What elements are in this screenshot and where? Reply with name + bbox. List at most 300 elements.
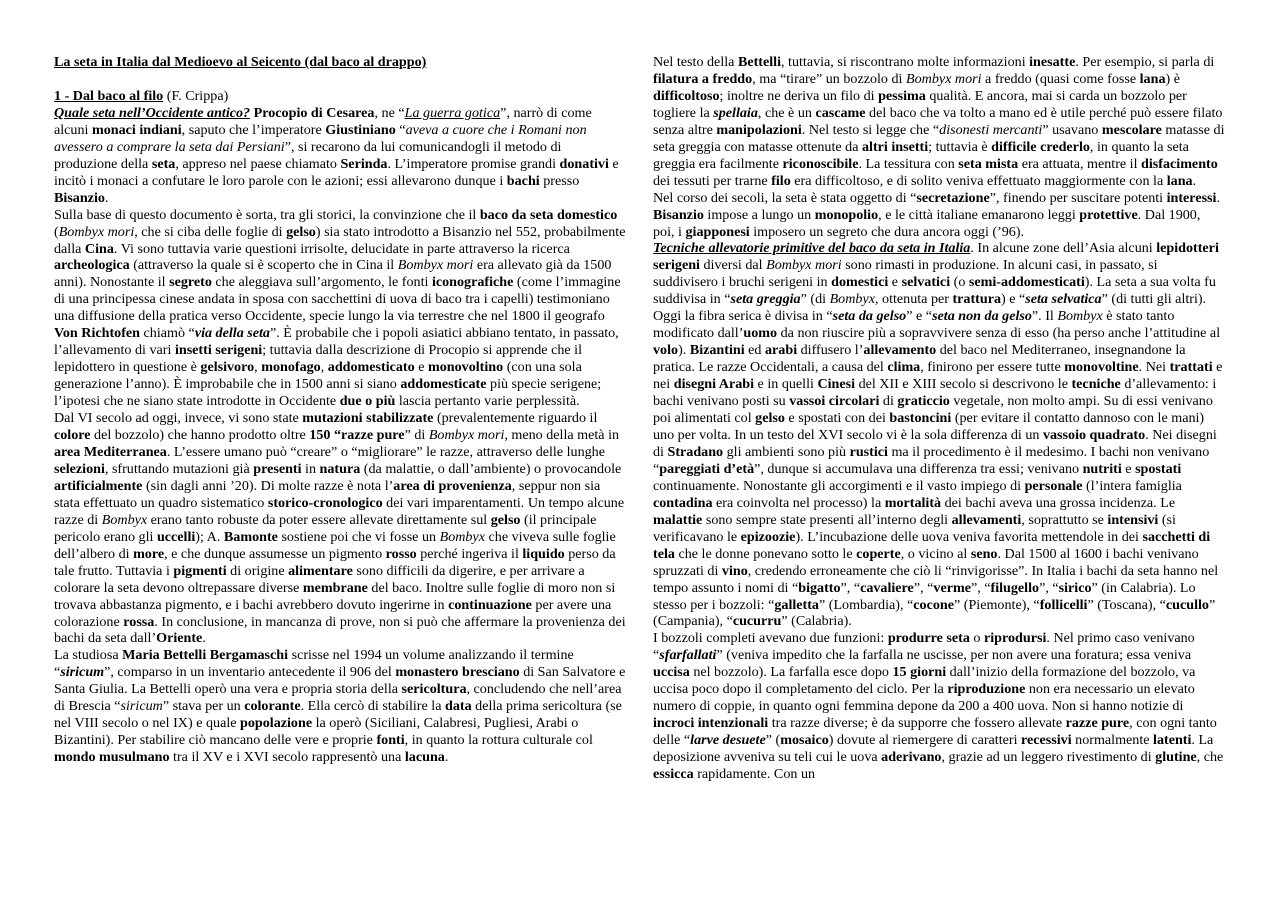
text-run: addomesticate	[400, 376, 487, 393]
text-run: , saputo che l’imperatore	[181, 121, 326, 138]
text-run: graticcio	[897, 393, 950, 410]
text-run: e	[888, 274, 902, 291]
text-run: storico-cronologico	[267, 494, 383, 511]
text-run: altri insetti	[861, 138, 929, 155]
text-run: monofago	[261, 359, 321, 376]
text-run: .	[1216, 189, 1220, 206]
text-run: non era necessario un elevato numero di coppie, in quanto ogni femmina depone da 200 a 400 uova. Non si hanno notizie di	[653, 681, 1195, 715]
text-run: popolazione	[240, 715, 313, 732]
text-run: per avere una colorazione	[54, 596, 612, 630]
text-run: era coinvolta nel processo) la	[712, 494, 885, 511]
text-run: filatura a freddo	[653, 70, 753, 87]
text-run: . La deposizione avveniva su teli cui le uova	[653, 732, 1214, 766]
text-run: , in quanto la seta greggia era facilmente	[653, 138, 1189, 172]
text-run: seta greggia	[730, 291, 801, 308]
text-run: . L’essere umano può “creare” o “migliorare” le razze, attraverso delle lunghe	[166, 443, 605, 460]
text-run: Bombyx	[829, 291, 875, 308]
text-run: natura	[319, 460, 361, 477]
text-run: tra il XV e i XVI secolo rappresentò una	[169, 749, 405, 766]
text-run: , sfruttando mutazioni già	[104, 460, 254, 477]
text-run: mortalità	[884, 494, 942, 511]
text-run: ).	[678, 342, 690, 359]
text-run: ”, “	[970, 579, 991, 596]
text-run: secretazione	[916, 189, 990, 206]
text-run: qualità. E ancora, mai si carda un bozzolo per togliere la	[653, 87, 1187, 121]
text-run: sono difficili da digerire, e per arrivare a colorare la seta devono oltrepassare diverse	[54, 562, 585, 596]
text-run: sostiene poi che vi fosse un	[277, 528, 440, 545]
text-run: (l’intera famiglia	[1082, 477, 1182, 494]
text-run: Bombyx mori	[428, 427, 505, 444]
text-run: del baco nel Mediterraneo, insegnandone la pratica. Le razze Occidentali, a causa del	[653, 342, 1186, 376]
text-run: ) e “	[1001, 291, 1026, 308]
text-run: da non riuscire più a sopravvivere senza di esso (ha perso anche l’attitudine al	[777, 325, 1221, 342]
text-run: mutazioni stabilizzate	[302, 410, 434, 427]
text-run: Oriente	[156, 630, 203, 647]
text-run: interessi	[1166, 189, 1217, 206]
text-run: recessivi	[1021, 732, 1072, 749]
text-run: sono rimasti in produzione. In alcuni casi, in passato, si suddivisero i bruchi serigeni in	[653, 257, 1158, 291]
text-run: Bombyx	[1057, 308, 1103, 325]
text-run: artificialmente	[54, 477, 143, 494]
text-run: colorante	[244, 698, 301, 715]
text-run: uccisa	[653, 664, 690, 681]
text-run: 15 giorni	[892, 664, 947, 681]
paragraph	[54, 207, 626, 410]
text-run: , ne “	[374, 104, 405, 121]
text-run: seta	[151, 155, 176, 172]
text-run: lascia pertanto varie perplessità.	[395, 393, 580, 410]
text-run: continuamente. Nonostante gli accorgimenti e il vasto impiego di	[653, 477, 1025, 494]
text-run: Bettelli	[737, 54, 781, 70]
text-run: e	[1121, 460, 1136, 477]
text-run: .	[444, 749, 449, 766]
text-run: ”, “	[840, 579, 861, 596]
text-run: selezioni	[54, 460, 105, 477]
text-run: e in quelli	[754, 376, 818, 393]
text-run: di	[879, 393, 898, 410]
text-run: ”, finendo per suscitare potenti	[989, 189, 1167, 206]
text-run: protettive	[1079, 206, 1138, 223]
text-run: nutriti	[1082, 460, 1122, 477]
text-run: galletta	[774, 596, 819, 613]
text-run: . La tessitura con	[858, 155, 959, 172]
text-run: vino	[721, 562, 748, 579]
text-run: , e le città italiane emanarono leggi	[878, 206, 1080, 223]
text-run: ) è	[1165, 70, 1180, 87]
text-run: ” (Calabria).	[781, 613, 852, 630]
text-run: cucullo	[1165, 596, 1209, 613]
text-run: chiamò “	[140, 325, 195, 342]
text-run: scrisse nel 1994 un volume analizzando il termine “	[54, 647, 574, 681]
text-run: , appreso nel paese chiamato	[175, 155, 341, 172]
text-run: monovoltino	[427, 359, 504, 376]
text-run: Giustiniano	[325, 121, 396, 138]
text-run: ”, dunque si accumulava una differenza tra essi; venivano	[754, 460, 1083, 477]
text-run: .	[202, 630, 206, 647]
text-run: , con ogni tanto delle “	[653, 715, 1217, 749]
text-run: donativi	[559, 155, 609, 172]
text-run: dei bachi aveva una grossa incidenza. Le	[941, 494, 1176, 511]
text-run: ) sia stato introdotto a Bisanzio nel 552, probabilmente dalla	[54, 223, 626, 257]
text-run: Bizantini	[689, 342, 745, 359]
text-run: del bozzolo) che hanno prodotto oltre	[90, 427, 310, 444]
text-run: ” di	[404, 427, 429, 444]
text-run: (sin dagli anni ’20). Di molte razze è nota l’	[142, 477, 394, 494]
text-run: Bombyx mori	[58, 223, 135, 240]
text-run: uccelli	[156, 528, 196, 545]
text-run: mondo musulmano	[54, 749, 170, 766]
text-run: sono sempre state presenti all’interno degli	[702, 511, 952, 528]
text-run: lana	[1166, 172, 1193, 189]
text-run: , che si ciba delle foglie di	[134, 223, 287, 240]
text-run: era allevato già da 1500 anni). Nonostante il	[54, 257, 612, 291]
text-run: pigmenti	[173, 562, 227, 579]
text-run: seta da gelso	[832, 308, 907, 325]
text-run: iconografiche	[431, 274, 514, 291]
text-run: . Dal 1500 al 1600 i bachi venivano spruzzati di	[653, 545, 1199, 579]
text-run: Maria Bettelli Bergamaschi	[122, 647, 289, 664]
text-run: sirico	[1058, 579, 1092, 596]
text-run: ” (Lombardia), “	[818, 596, 914, 613]
text-run: ” (veniva impedito che la farfalla ne uscisse, per non avere una foratura; essa veniva	[716, 647, 1192, 664]
text-run: Bisanzio	[653, 206, 704, 223]
text-run: archeologica	[54, 257, 130, 274]
text-run: bastoncini	[889, 410, 952, 427]
text-run: rosso	[385, 545, 417, 562]
text-run: trattati	[1169, 359, 1213, 376]
text-run: , ottenuta per	[874, 291, 953, 308]
text-run: lana	[1139, 70, 1166, 87]
right-column-body	[653, 54, 1225, 783]
text-run: , o vicino al	[900, 545, 971, 562]
text-run: sericoltura	[401, 681, 467, 698]
text-run: insetti serigeni	[174, 342, 263, 359]
section-author: (F. Crippa)	[166, 87, 229, 104]
text-run: trattura	[952, 291, 1001, 308]
text-run: addomesticato	[327, 359, 415, 376]
text-run: via della seta	[194, 325, 270, 342]
text-run: Bombyx	[101, 511, 148, 528]
text-run: difficoltoso	[653, 87, 720, 104]
text-run: e	[414, 359, 428, 376]
text-run: nel bozzolo). La farfalla esce dopo	[689, 664, 893, 681]
text-run: . Nel testo si legge che “	[801, 121, 940, 138]
text-run: ” (Piemonte), “	[953, 596, 1040, 613]
text-run: area Mediterranea	[54, 443, 167, 460]
text-run: ” (	[765, 732, 781, 749]
text-run: ” usavano	[1042, 121, 1102, 138]
text-run: clima	[887, 359, 921, 376]
paragraph	[54, 647, 626, 766]
text-run: ,	[320, 359, 328, 376]
paragraph	[54, 410, 626, 647]
text-run: e nei	[653, 359, 1223, 393]
text-run: “	[395, 121, 406, 138]
text-run: ). La seta a sua volta fu suddivisa in “	[653, 274, 1216, 308]
text-run: ”, comparso in un inventario antecedente il 906 del	[104, 664, 396, 681]
text-run: segreto	[169, 274, 212, 291]
text-run: produrre seta	[887, 630, 970, 647]
text-run: Cina	[84, 240, 114, 257]
text-run: Von Richtofen	[54, 325, 141, 342]
text-run: è stato tanto modificato dall’	[653, 308, 1175, 342]
text-run: , in quanto la rottura culturale col	[404, 732, 593, 749]
text-run: manipolazioni	[716, 121, 802, 138]
text-run: era attuata, mentre il	[1018, 155, 1142, 172]
text-run: incroci intenzionali	[653, 715, 769, 732]
text-run: latenti	[1153, 732, 1192, 749]
text-run: imposero un segreto che dura ancora oggi (’96).	[749, 223, 1025, 240]
text-run: tra razze diverse; è da supporre che fossero allevate	[768, 715, 1066, 732]
text-run: di origine	[226, 562, 289, 579]
text-run: spellaia	[713, 104, 758, 121]
text-run: difficile crederlo	[991, 138, 1090, 155]
text-run: disegni Arabi	[673, 376, 755, 393]
text-run: monovoltine	[1064, 359, 1139, 376]
text-run: alimentare	[288, 562, 353, 579]
text-run: ”. Il	[1031, 308, 1058, 325]
text-run: ; tuttavia è	[928, 138, 992, 155]
text-run: spostati	[1135, 460, 1182, 477]
text-run: Dal VI secolo ad oggi, invece, vi sono state	[54, 410, 303, 427]
text-run: seta mista	[958, 155, 1019, 172]
text-run: , grazie ad un leggero rivestimento di	[941, 749, 1156, 766]
text-run: monopolio	[814, 206, 879, 223]
text-run: erano tanto robuste da poter essere allevate direttamente sul	[147, 511, 491, 528]
section-heading	[54, 88, 626, 105]
paragraph	[653, 190, 1225, 241]
text-run: ”. È probabile che i popoli asiatici abbiano tentato, in passato, l’allevamento di vari	[54, 325, 619, 359]
text-run: del XII e XIII secolo si descrivono le	[855, 376, 1072, 393]
text-run: cascame	[815, 104, 866, 121]
text-run: filo	[771, 172, 791, 189]
text-run: normalmente	[1071, 732, 1154, 749]
text-run: . Dal 1900, poi, i	[653, 206, 1201, 240]
text-run: ed	[744, 342, 765, 359]
text-run: ); A.	[195, 528, 224, 545]
text-run: volo	[653, 342, 679, 359]
text-run: mosaico	[780, 732, 829, 749]
text-run: cucurru	[732, 613, 782, 630]
text-run: rossa	[123, 613, 155, 630]
text-run: rustici	[849, 443, 888, 460]
text-run: gli ambienti sono più	[723, 443, 850, 460]
text-run: era difficoltoso, e di solito veniva effettuato maggiormente con la	[790, 172, 1167, 189]
text-run: intensivi	[1107, 511, 1159, 528]
text-run: che aleggiava sull’argomento, le fonti	[211, 274, 432, 291]
text-run: aveva a cuore che i Romani non avessero a comprare la seta dai Persiani	[54, 121, 587, 155]
text-run: (da malattie, o dall’ambiente) o provocandole	[360, 460, 622, 477]
text-run: liquido	[522, 545, 565, 562]
text-run: , soprattutto se	[1021, 511, 1108, 528]
text-run: , che	[1196, 749, 1224, 766]
paragraph	[653, 240, 1225, 630]
paragraph	[653, 54, 1225, 190]
text-run: ”, narrò di come alcuni	[54, 104, 592, 138]
section-heading-label: 1 - Dal baco al filo	[54, 87, 164, 104]
text-run: ma il procedimento è il medesimo. I bachi non venivano “	[653, 443, 1210, 477]
text-run: presso	[539, 172, 580, 189]
text-run: seta non da gelso	[932, 308, 1032, 325]
text-run: , seppur non sia stata effettuato un quadro sistematico	[54, 477, 601, 511]
text-run: (prevalentemente riguardo il	[433, 410, 598, 427]
text-run: di San Salvatore e Santa Giulia. La Bettelli operò una vera e propria storia della	[54, 664, 626, 698]
text-run: ”, “	[1039, 579, 1059, 596]
text-run: glutine	[1155, 749, 1197, 766]
text-run: cavaliere	[860, 579, 914, 596]
text-run: more	[133, 545, 165, 562]
text-run: pareggiati d’età	[659, 460, 755, 477]
text-run: mescolare	[1101, 121, 1162, 138]
text-run: del baco che va tolto a mano ed è utile perché può essere filato senza altre	[653, 104, 1223, 138]
text-run: ” (di	[800, 291, 830, 308]
text-run: , credendo erroneamente che ciò li “rinvigorisse”. In Italia i bachi da seta hanno nel tempo assunto i nomi di “	[653, 562, 1219, 596]
text-run: (con una sola generazione l’anno). È improbabile che in 1500 anni si siano	[54, 359, 582, 393]
text-run: seno	[970, 545, 998, 562]
text-run: matasse di seta greggia con matasse ottenute da	[653, 121, 1225, 155]
text-run: allevamenti	[951, 511, 1022, 528]
text-run: diversi dal	[699, 257, 767, 274]
text-run: siricum	[60, 664, 105, 681]
text-run: La guerra gotica	[404, 104, 501, 121]
text-run: Bombyx mori	[905, 70, 982, 87]
text-run: Sulla base di questo documento è sorta, tra gli storici, la convinzione che il	[54, 206, 480, 223]
text-run: ”, si recarono da lui comunicandogli il metodo di produzione della	[54, 138, 562, 172]
text-run: ” (Toscana), “	[1087, 596, 1166, 613]
text-run: cocone	[913, 596, 954, 613]
text-run: perché ingeriva il	[416, 545, 523, 562]
document-title: La seta in Italia dal Medioevo al Seicento (dal baco al drappo)	[54, 54, 427, 70]
text-run: (si verificavano le	[653, 511, 1176, 545]
text-run: che viveva sulle foglie dell’albero di	[54, 528, 616, 562]
text-run: gelso	[755, 410, 785, 427]
text-run: I bozzoli completi avevano due funzioni:	[653, 630, 888, 647]
text-run: .	[1192, 172, 1197, 189]
text-run: gelso	[490, 511, 521, 528]
text-run: perso da tale frutto. Tuttavia i	[54, 545, 616, 579]
right-column	[653, 54, 1225, 783]
text-run: (attraverso la quale si è scoperto che in Cina il	[129, 257, 398, 274]
text-run: follicelli	[1039, 596, 1088, 613]
text-run: , e che dunque assumesse un pigmento	[164, 545, 386, 562]
text-run: bachi	[506, 172, 540, 189]
text-run: fonti	[376, 732, 405, 749]
text-run: filugello	[990, 579, 1040, 596]
text-run: la operò (Siciliani, Calabresi, Pugliesi, Arabi o Bizantini). Per stabilire ciò mancano delle vere e proprie	[54, 715, 579, 749]
text-run: Cinesi	[817, 376, 856, 393]
text-run: Serinda	[340, 155, 388, 172]
text-run: , finirono per essere tutte	[920, 359, 1065, 376]
text-run: , concludendo che nell’area di Brescia “	[54, 681, 622, 715]
left-column	[54, 54, 626, 766]
text-run: disonesti mercanti	[939, 121, 1043, 138]
text-run: a freddo (quasi come fosse	[981, 70, 1140, 87]
text-run: presenti	[253, 460, 302, 477]
text-run: ” stava per un	[162, 698, 245, 715]
text-run: bigatto	[798, 579, 841, 596]
text-run: dei vari imparentamenti. Un tempo alcune razze di	[54, 494, 625, 528]
text-run: .	[104, 189, 109, 206]
text-run: Quale seta nell’Occidente antico?	[54, 104, 251, 121]
text-run: seta selvatica	[1025, 291, 1102, 308]
text-run: verme	[933, 579, 971, 596]
text-run: personale	[1024, 477, 1083, 494]
text-run: selvatici	[901, 274, 951, 291]
text-run: coperte	[856, 545, 901, 562]
text-run: (per evitare il contatto dannoso con le mani) uno per volta. In un testo del XVI secolo vi è la sola differenza di un	[653, 410, 1205, 443]
text-run: ”, “	[913, 579, 934, 596]
text-run: Nel testo della	[653, 54, 738, 70]
text-run: . L’imperatore promise grandi	[387, 155, 560, 172]
text-run: in	[301, 460, 320, 477]
text-run: d’allevamento: i bachi venivano posti su	[653, 376, 1217, 410]
text-run: ” (in Calabria). Lo stesso per i bozzoli: “	[653, 579, 1196, 613]
text-run: lacuna	[404, 749, 445, 766]
text-run: area di provenienza	[393, 477, 512, 494]
paragraph	[653, 630, 1225, 783]
text-run: (	[54, 223, 59, 240]
text-run: e spostati con dei	[784, 410, 890, 427]
text-run: tecniche	[1071, 376, 1121, 393]
paragraph	[54, 105, 626, 207]
text-run: impose a lungo un	[703, 206, 815, 223]
text-run: gelsivoro	[200, 359, 255, 376]
text-run: sfarfallati	[659, 647, 717, 664]
text-run: rapidamente. Con un	[693, 766, 816, 783]
text-run: vegetale, non molto ampi. Su di essi venivano poi alimentati col	[653, 393, 1213, 427]
text-run: baco da seta domestico	[479, 206, 618, 223]
text-run: Procopio di Cesarea	[253, 104, 375, 121]
text-run: allevamento	[863, 342, 937, 359]
text-run: , ma “tirare” un bozzolo di	[752, 70, 906, 87]
text-run: ” (Campania), “	[653, 596, 1216, 630]
text-run: . Nei	[1138, 359, 1170, 376]
text-run: ” (di tutti gli altri). Oggi la fibra serica è divisa in “	[653, 291, 1207, 325]
text-run: riprodursi	[984, 630, 1047, 647]
text-run: della prima sericoltura (se nel VIII secolo o nel IX) e quale	[54, 698, 622, 732]
text-run: , che è un	[757, 104, 816, 121]
text-run: Tecniche allevatorie primitive del baco da seta in Italia	[653, 240, 971, 257]
text-run: aderivano	[881, 749, 942, 766]
text-run: del baco. Inoltre sulle foglie di moro non si trovava abbastanza pigmento, e i bachi avrebbero dovuto ingerirne in	[54, 579, 616, 613]
text-run: contadina	[653, 494, 713, 511]
text-run: ) dovute al riemergere di caratteri	[828, 732, 1022, 749]
text-run: disfacimento	[1141, 155, 1218, 172]
text-run: pessima	[878, 87, 926, 104]
text-run: ). L’incubazione delle uova veniva favorita mettendole in dei	[795, 528, 1143, 545]
text-run: . In conclusione, in mancanza di prove, non si può che affermare la provenienza dei bachi da seta dall’	[54, 613, 626, 647]
text-run: monaci indiani	[91, 121, 182, 138]
text-run: larve desuete	[690, 732, 766, 749]
text-run: . Per esempio, si parla di	[1075, 54, 1215, 70]
text-run: due o più	[339, 393, 396, 410]
text-run: ; inoltre ne deriva un filo di	[719, 87, 879, 104]
text-run: più specie serigene; l’ipotesi che ne siano state introdotte in Occidente	[54, 376, 602, 410]
text-run: membrane	[302, 579, 368, 596]
text-run: ,	[254, 359, 262, 376]
text-run: (come l’immagine di una principessa cinese andata in sposa con sacchettini di uova di baco tra i capelli) testimoniano una diffusione della pratica verso Occidente, specie lungo la via terrestre che nel 1800 il geografo	[54, 274, 621, 325]
text-run: . In alcune zone dell’Asia alcuni	[970, 240, 1157, 257]
text-run: arabi	[765, 342, 798, 359]
text-run: siricum	[120, 698, 163, 715]
text-run: epizoozie	[740, 528, 796, 545]
text-run: dei tessuti per trarne	[653, 172, 772, 189]
text-run: diffusero l’	[797, 342, 864, 359]
text-run: sacchetti di tela	[653, 528, 1211, 562]
text-run: semi-addomesticati	[968, 274, 1085, 291]
text-run: La studiosa	[54, 647, 123, 664]
text-run: lepidotteri serigeni	[653, 240, 1219, 274]
